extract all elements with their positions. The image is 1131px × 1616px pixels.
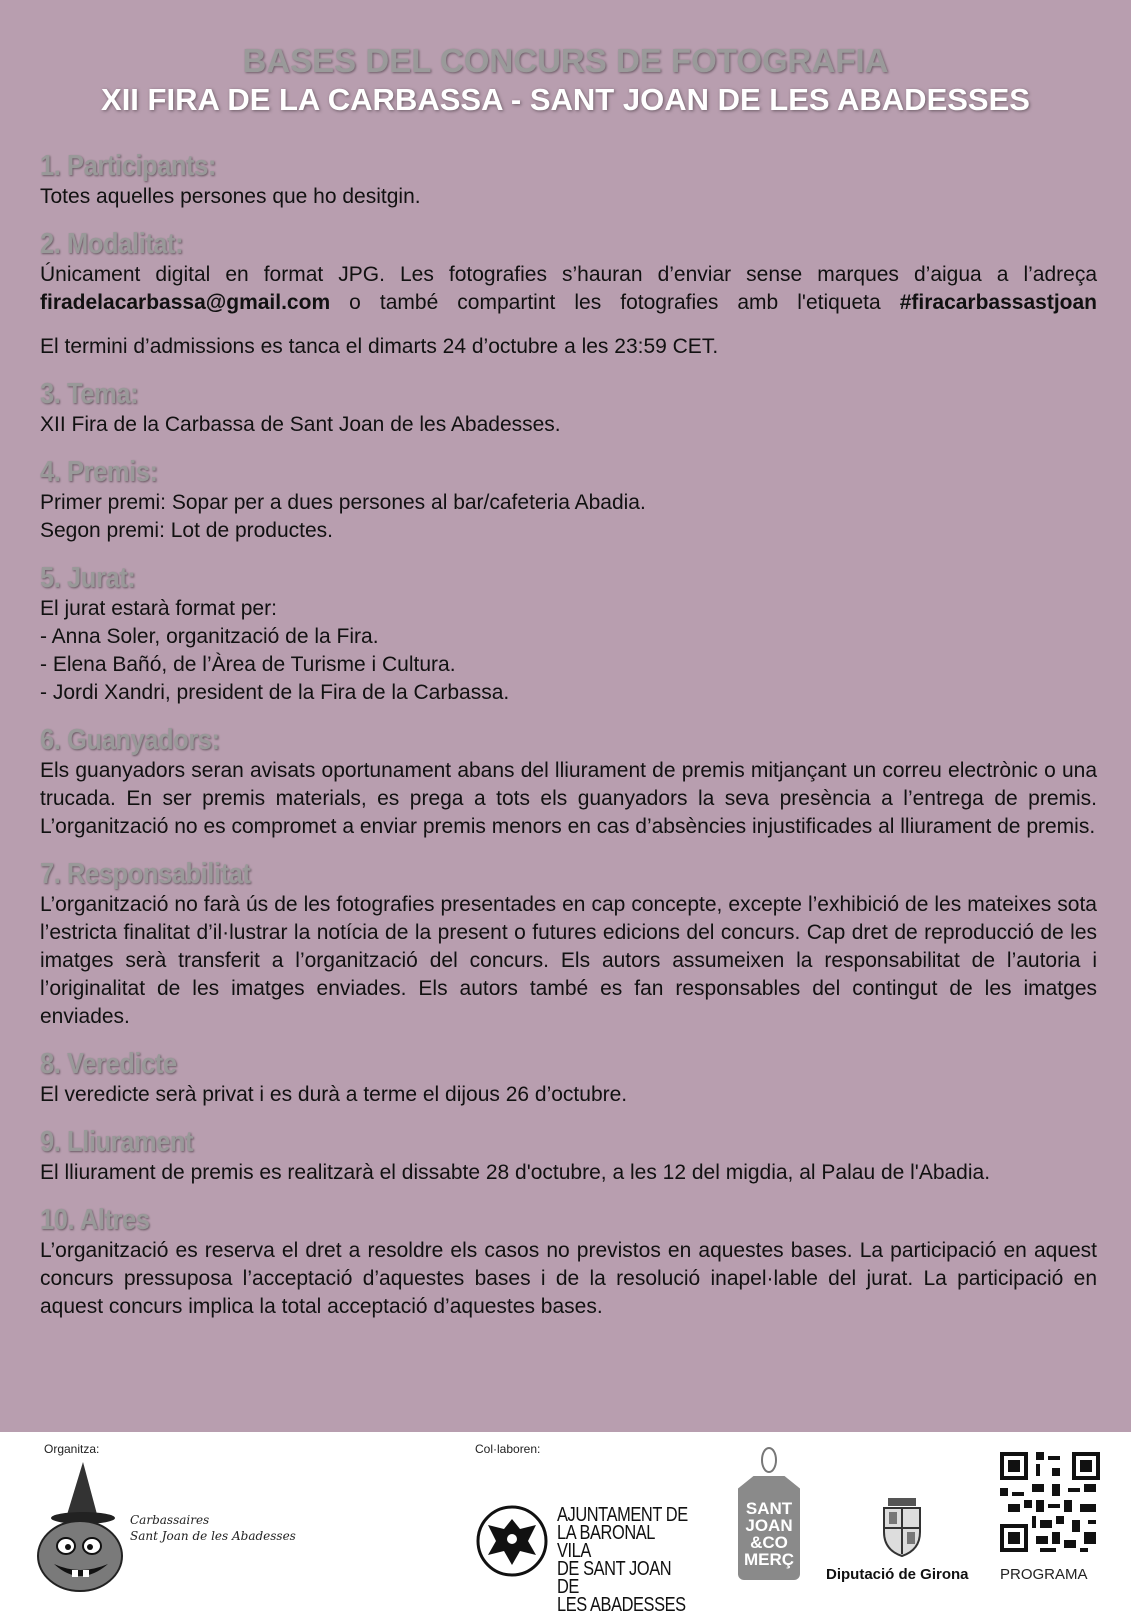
comerc-tag-text: SANT JOAN &CO MERÇ <box>743 1499 795 1569</box>
section-lliurament <box>40 1126 1097 1187</box>
prize-second: Segon premi: Lot de productes. <box>40 519 334 542</box>
section-text <box>40 289 1097 317</box>
section-title: 4. Premis: <box>40 456 158 488</box>
hashtag: #firacarbassastjoan <box>899 291 1097 314</box>
section-title: 9. Lliurament <box>40 1126 194 1158</box>
section-title: 2. Modalitat: <box>40 228 184 260</box>
title-line-1: BASES DEL CONCURS DE FOTOGRAFIA <box>242 42 889 79</box>
qr-label: PROGRAMA <box>1000 1566 1088 1583</box>
section-title: 5. Jurat: <box>40 562 136 594</box>
section-guanyadors <box>40 724 1097 841</box>
section-title: 3. Tema: <box>40 378 139 410</box>
section-text: Els guanyadors seran avisats oportunament abans del lliurament de premis mitjançant un correu electrònic o una trucada. En ser premis materials, es prega a tots els guanyadors la seva presència a l’entrega de premis. L’organització no es compromet a enviar premis menors en cas d’absències injustificades al lliurament de premis. <box>40 759 1097 838</box>
title-line-2: XII FIRA DE LA CARBASSA - SANT JOAN DE LES ABADESSES <box>101 82 1030 117</box>
diputacio-name: Diputació de Girona <box>826 1566 969 1583</box>
section-text <box>40 261 1097 289</box>
section-tema <box>40 378 1097 439</box>
ajuntament-crest-icon <box>476 1505 548 1577</box>
ajuntament-name: AJUNTAMENT DE LA BARONAL VILA DE SANT JOAN DE LES ABADESSES <box>557 1504 688 1616</box>
jury-member: - Anna Soler, organització de la Fira. <box>40 625 379 648</box>
section-veredicte <box>40 1048 1097 1109</box>
section-premis <box>40 456 1097 545</box>
section-text: El veredicte serà privat i es durà a terme el dijous 26 d’octubre. <box>40 1083 628 1106</box>
section-modalitat <box>40 228 1097 361</box>
section-text: L’organització no farà ús de les fotografies presentades en cap concepte, excepte l’exhibició de les mateixes sota l’estricta finalitat d’il·lustrar la notícia de la present o futures edicions del concurs. Cap dret de reproducció de les imatges serà transferit a l’organització del concurs. Els autors assumeixen la responsabilitat de l’autoria i l’originalitat de les imatges enviades. Els autors també es fan responsables del contingut de les imatges enviades. <box>40 893 1097 1028</box>
modalitat-text-b: o també compartint les fotografies amb l'etiqueta <box>330 291 900 314</box>
qr-code-icon[interactable] <box>1000 1452 1100 1552</box>
modalitat-text-a: Únicament digital en format JPG. Les fotografies s’hauran d’enviar sense marques d’aigua a l’adreça <box>40 263 1097 286</box>
section-responsabilitat <box>40 858 1097 1031</box>
section-participants <box>40 150 1097 211</box>
section-title: 10. Altres <box>40 1204 150 1236</box>
diputacio-shield-icon <box>880 1496 924 1558</box>
section-text: L’organització es reserva el dret a resoldre els casos no previstos en aquestes bases. La participació en aquest concurs pressuposa l’acceptació d’aquestes bases i de la resolució inapel·lable del jurat. La participació en aquest concurs implica la total acceptació d’aquestes bases. <box>40 1239 1097 1318</box>
jury-member: - Elena Bañó, de l’Àrea de Turisme i Cultura. <box>40 653 456 676</box>
jury-member: - Jordi Xandri, president de la Fira de la Carbassa. <box>40 681 510 704</box>
section-title: 8. Veredicte <box>40 1048 177 1080</box>
organitza-label: Organitza: <box>44 1442 100 1456</box>
section-title: 7. Responsabilitat <box>40 858 251 890</box>
section-jurat <box>40 562 1097 707</box>
email-link[interactable]: firadelacarbassa@gmail.com <box>40 291 331 314</box>
prize-first: Primer premi: Sopar per a dues persones al bar/cafeteria Abadia. <box>40 491 646 514</box>
section-text: XII Fira de la Carbassa de Sant Joan de les Abadesses. <box>40 413 561 436</box>
deadline-text: El termini d’admissions es tanca el dimarts 24 d’octubre a les 23:59 CET. <box>40 335 719 358</box>
organizer-name: Carbassaires Sant Joan de les Abadesses <box>130 1513 296 1543</box>
section-altres <box>40 1204 1097 1321</box>
section-title: 1. Participants: <box>40 150 216 182</box>
section-title: 6. Guanyadors: <box>40 724 220 756</box>
tag-string-icon <box>758 1446 780 1480</box>
section-text: Totes aquelles persones que ho desitgin. <box>40 185 421 208</box>
pumpkin-witch-logo-icon <box>28 1460 128 1595</box>
section-text: El lliurament de premis es realitzarà el dissabte 28 d'octubre, a les 12 del migdia, al Palau de l'Abadia. <box>40 1161 991 1184</box>
collaboren-label: Col·laboren: <box>475 1442 541 1456</box>
jury-intro: El jurat estarà format per: <box>40 597 277 620</box>
rules-content <box>40 150 1097 1338</box>
